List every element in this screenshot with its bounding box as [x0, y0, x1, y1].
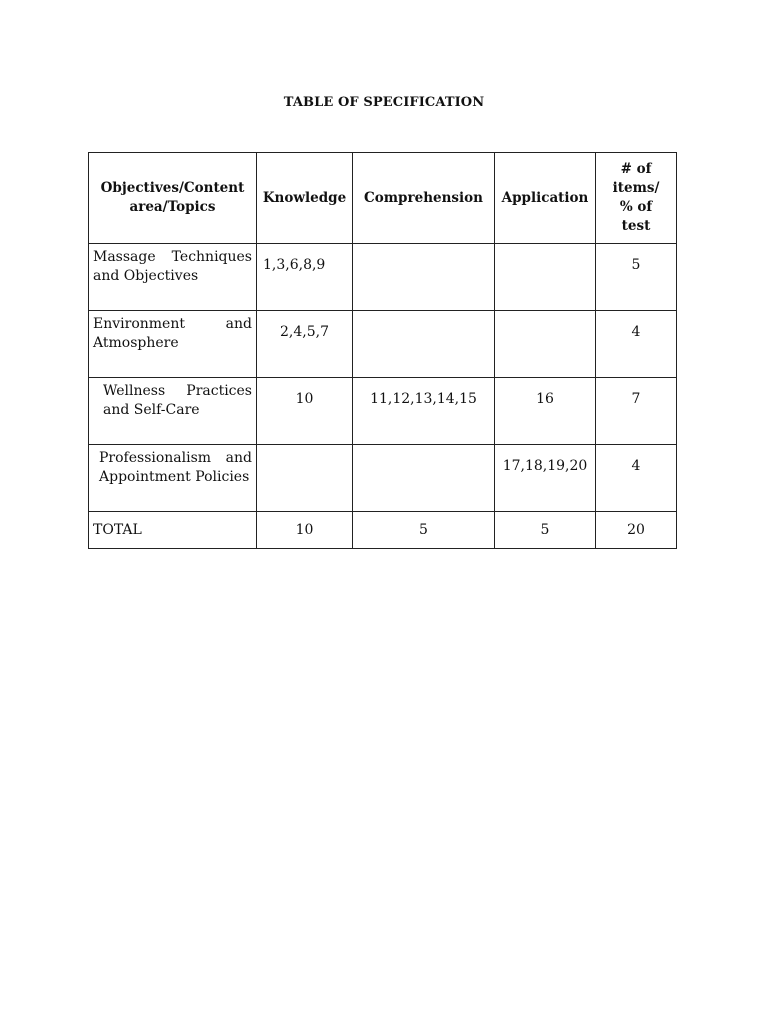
document-title: TABLE OF SPECIFICATION — [283, 95, 485, 110]
header-row — [89, 153, 677, 244]
knowledge-cell: 1,3,6,8,9 — [257, 244, 353, 311]
items-cell: 5 — [596, 244, 677, 311]
knowledge-cell — [257, 445, 353, 512]
application-cell — [495, 244, 596, 311]
table-body — [89, 244, 677, 549]
total-label: TOTAL — [89, 512, 257, 549]
total-knowledge: 10 — [257, 512, 353, 549]
header-comprehension: Comprehension — [353, 153, 495, 244]
specification-table — [88, 152, 677, 549]
topic-cell: Professionalism and Appointment Policies — [89, 445, 257, 512]
application-cell: 17,18,19,20 — [495, 445, 596, 512]
table-row — [89, 311, 677, 378]
knowledge-cell: 2,4,5,7 — [257, 311, 353, 378]
comprehension-cell — [353, 244, 495, 311]
application-cell: 16 — [495, 378, 596, 445]
header-application: Application — [495, 153, 596, 244]
table-row — [89, 378, 677, 445]
items-cell: 4 — [596, 311, 677, 378]
header-knowledge: Knowledge — [257, 153, 353, 244]
items-cell: 7 — [596, 378, 677, 445]
comprehension-cell: 11,12,13,14,15 — [353, 378, 495, 445]
comprehension-cell — [353, 445, 495, 512]
table-header — [89, 153, 677, 244]
total-application: 5 — [495, 512, 596, 549]
table-row — [89, 445, 677, 512]
header-items: # of items/ % of test — [596, 153, 677, 244]
knowledge-cell: 10 — [257, 378, 353, 445]
items-cell: 4 — [596, 445, 677, 512]
header-topics: Objectives/Content area/Topics — [89, 153, 257, 244]
total-row — [89, 512, 677, 549]
comprehension-cell — [353, 311, 495, 378]
total-comprehension: 5 — [353, 512, 495, 549]
table-row — [89, 244, 677, 311]
total-items: 20 — [596, 512, 677, 549]
topic-cell: Massage Techniques and Objectives — [89, 244, 257, 311]
topic-cell: Environment and Atmosphere — [89, 311, 257, 378]
topic-cell: Wellness Practices and Self-Care — [89, 378, 257, 445]
application-cell — [495, 311, 596, 378]
